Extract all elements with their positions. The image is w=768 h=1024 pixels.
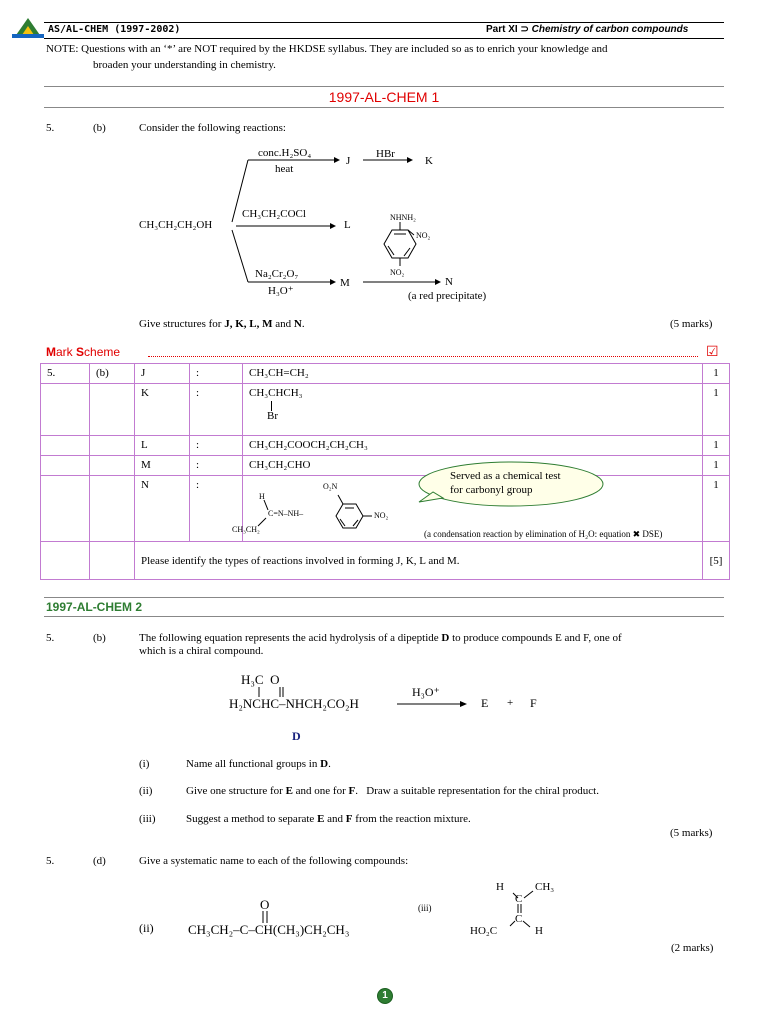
dnph-label: NHNH₂ xyxy=(390,213,416,222)
sub-question-text: Give one structure for E and one for F. Draw a suitable representation for the chiral product. xyxy=(186,785,599,797)
row-answer: CH₃CHCH₃ Br xyxy=(243,384,703,436)
row-label: J xyxy=(135,364,190,384)
reagent-label: Na₂Cr₂O₇ xyxy=(255,268,299,280)
row-colon: : xyxy=(190,384,243,436)
checkbox-icon: ☑ xyxy=(706,345,719,360)
sub-question-text: Suggest a method to separate E and F from the reaction mixture. xyxy=(186,813,471,825)
question-text: which is a chiral compound. xyxy=(139,645,264,657)
row-colon: : xyxy=(190,456,243,476)
reagent-label: conc.H₂SO₄ xyxy=(258,147,312,159)
structure-label: C xyxy=(515,893,523,905)
structure-label: C=N–NH– xyxy=(268,509,304,518)
product-label: K xyxy=(425,155,433,167)
reagent-label: HBr xyxy=(376,148,395,160)
row-mark: 1 xyxy=(703,456,730,476)
row-answer: CH₃CH₂CHO xyxy=(243,456,703,476)
table-cell: 5. xyxy=(41,364,90,384)
row-mark: 1 xyxy=(703,436,730,456)
structure-main: H₂NCHC–NHCH₂CO₂H xyxy=(229,696,359,711)
structure-label: CH₃CH₂ xyxy=(232,525,260,534)
structure-label: O xyxy=(260,897,270,912)
row-answer: CH₃CH₂COOCH₂CH₂CH₃ xyxy=(243,436,703,456)
reagent-label: H₃O⁺ xyxy=(412,685,440,699)
structure-label: NO₂ xyxy=(374,511,389,520)
sub-question-num: (ii) xyxy=(139,921,154,935)
reagent-label: H₃O⁺ xyxy=(268,285,294,297)
product-label: J xyxy=(346,155,351,167)
product-label: L xyxy=(344,219,351,231)
product-label: E xyxy=(481,696,489,710)
question-text: The following equation represents the acid hydrolysis of a dipeptide D to produce compounds E and F, one of xyxy=(139,632,622,644)
question-number: 5. xyxy=(46,855,55,867)
row-label: M xyxy=(135,456,190,476)
section-title: 1997-AL-CHEM 1 xyxy=(328,89,440,105)
marks: (5 marks) xyxy=(670,318,713,330)
row-colon: : xyxy=(190,364,243,384)
question-number: 5. xyxy=(46,632,55,644)
structure-label: H xyxy=(259,492,265,501)
question-part: (b) xyxy=(93,122,106,134)
header-right: Part XI ⊃ Chemistry of carbon compounds xyxy=(486,24,689,35)
row-mark: 1 xyxy=(703,476,730,542)
section-title: 1997-AL-CHEM 2 xyxy=(46,600,143,614)
reactant-formula: CH₃CH₂CH₂OH xyxy=(139,219,213,231)
compound-label-D: D xyxy=(292,729,301,743)
condensation-note: (a condensation reaction by elimination of H₂O: equation ✖ DSE) xyxy=(424,529,663,539)
marks: (2 marks) xyxy=(671,942,714,954)
sub-question-text: Name all functional groups in D. xyxy=(186,758,331,770)
sub-question-num: (i) xyxy=(139,758,150,770)
question-number: 5. xyxy=(46,122,55,134)
row-colon: : xyxy=(190,436,243,456)
product-label: M xyxy=(340,277,350,289)
structure-label: O₂N xyxy=(323,482,338,491)
structure-label: C xyxy=(515,913,523,925)
table-cell: (b) xyxy=(90,364,135,384)
row-label: L xyxy=(135,436,190,456)
note-line-2: broaden your understanding in chemistry. xyxy=(93,59,276,71)
compound-formula: CH₃CH₂–C–CH(CH₃)CH₂CH₃ xyxy=(188,922,350,937)
question-ask: Give structures for J, K, L, M and N. xyxy=(139,318,305,330)
note-line-1: NOTE: Questions with an ‘*’ are NOT required by the HKDSE syllabus. They are included so as to enrich your knowledge and xyxy=(46,43,608,55)
page-number: 1 xyxy=(382,990,388,1001)
footer-mark: [5] xyxy=(703,542,730,580)
footer-text: Please identify the types of reactions involved in forming J, K, L and M. xyxy=(135,542,703,580)
product-label: F xyxy=(530,696,537,710)
structure-label: H xyxy=(535,925,543,937)
structure-label: H xyxy=(496,881,504,893)
row-answer: CH₃CH=CH₂ xyxy=(243,364,703,384)
product-label: N xyxy=(445,276,453,288)
sub-question-num: (ii) xyxy=(139,785,153,797)
sub-question-num: (iii) xyxy=(418,903,432,913)
reagent-label: heat xyxy=(275,163,294,175)
row-colon: : xyxy=(190,476,243,542)
row-mark: 1 xyxy=(703,384,730,436)
question-text: Give a systematic name to each of the following compounds: xyxy=(139,855,409,867)
structure-label: CH₃ xyxy=(535,881,555,893)
dnph-label: NO₂ xyxy=(390,268,405,277)
header-left: AS/AL-CHEM (1997-2002) xyxy=(48,24,181,35)
callout-text: Served as a chemical test for carbonyl group xyxy=(450,470,561,496)
mark-scheme-title: Mark Scheme xyxy=(46,345,121,359)
reagent-label: CH₃CH₂COCl xyxy=(242,208,306,220)
page-number-badge xyxy=(377,988,393,1004)
marks: (5 marks) xyxy=(670,827,713,839)
row-label: N xyxy=(135,476,190,542)
structure-top: H₃C O xyxy=(241,672,280,687)
dnph-label: NO₂ xyxy=(416,231,431,240)
question-part: (b) xyxy=(93,632,106,644)
plus-sign: + xyxy=(507,697,514,709)
structure-label: HO₂C xyxy=(470,925,498,937)
product-note: (a red precipitate) xyxy=(408,290,487,302)
question-text: Consider the following reactions: xyxy=(139,122,286,134)
row-mark: 1 xyxy=(703,364,730,384)
sub-question-num: (iii) xyxy=(139,813,156,825)
question-part: (d) xyxy=(93,855,106,867)
row-label: K xyxy=(135,384,190,436)
